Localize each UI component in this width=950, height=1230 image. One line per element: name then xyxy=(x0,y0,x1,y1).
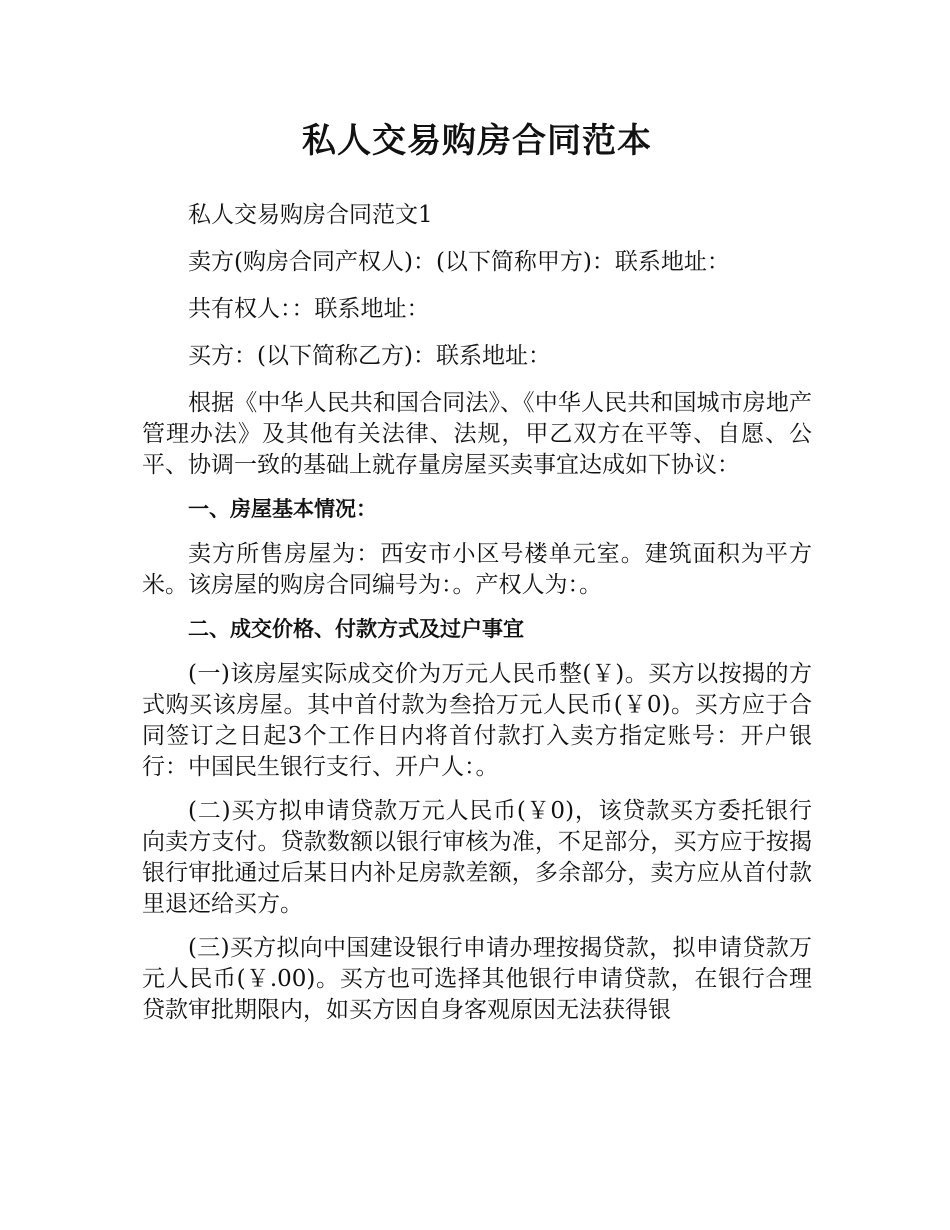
document-body xyxy=(142,200,812,1039)
clause-3-paragraph: (三)买方拟向中国建设银行申请办理按揭贷款，拟申请贷款万元人民币(￥.00)。买方也可选择其他银行申请贷款，在银行合理贷款审批期限内，如买方因自身客观原因无法获得银 xyxy=(142,935,812,1023)
section-2-heading: 二、成交价格、付款方式及过户事宜 xyxy=(188,617,524,641)
preamble-paragraph: 根据《中华人民共和国合同法》、《中华人民共和国城市房地产管理办法》及其他有关法律、法规，甲乙双方在平等、自愿、公平、协调一致的基础上就存量房屋买卖事宜达成如下协议： xyxy=(142,390,812,478)
buyer-line: 买方：(以下简称乙方)：联系地址： xyxy=(188,343,551,369)
clause-2-paragraph: (二)买方拟申请贷款万元人民币(￥0)，该贷款买方委托银行向卖方支付。贷款数额以银行审核为准，不足部分，买方应于按揭银行审批通过后某日内补足房款差额，多余部分，卖方应从首付款里退还给买方。 xyxy=(142,798,812,917)
clause-1-paragraph: (一)该房屋实际成交价为万元人民币整(￥)。买方以按揭的方式购买该房屋。其中首付款为叁拾万元人民币(￥0)。买方应于合同签订之日起3个工作日内将首付款打入卖方指定账号：开户银行：中国民生银行支行、开户人：。 xyxy=(142,661,812,780)
seller-line: 卖方(购房合同产权人)：(以下简称甲方)：联系地址： xyxy=(188,249,730,275)
section-1-paragraph: 卖方所售房屋为：西安市小区号楼单元室。建筑面积为平方米。该房屋的购房合同编号为：。产权人为：。 xyxy=(142,541,812,598)
coowner-line: 共有权人：：联系地址： xyxy=(188,296,430,322)
section-1-heading: 一、房屋基本情况： xyxy=(188,497,377,521)
document-title: 私人交易购房合同范本 xyxy=(302,121,652,161)
contract-subtitle: 私人交易购房合同范文1 xyxy=(188,202,433,228)
